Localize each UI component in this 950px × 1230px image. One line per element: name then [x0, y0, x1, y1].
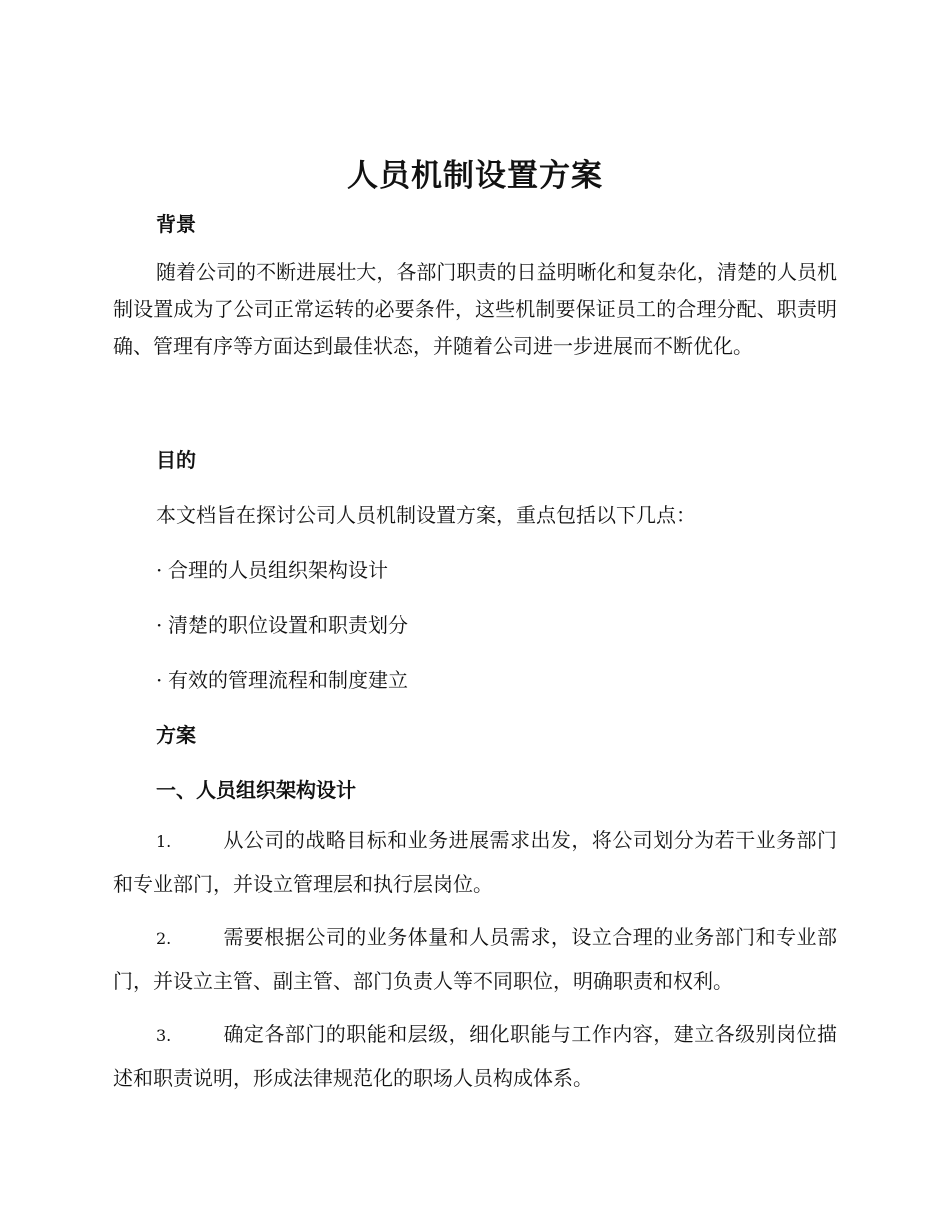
- purpose-bullet-item: [156, 664, 408, 693]
- purpose-heading: 目的: [156, 448, 196, 472]
- list-item-text: 需要根据公司的业务体量和人员需求，设立合理的业务部门和专业部门，并设立主管、副主管、部门负责人等不同职位，明确职责和权利。: [113, 925, 837, 993]
- background-heading: 背景: [156, 212, 196, 236]
- bullet-marker: ·: [156, 613, 163, 637]
- plan-list-item: [113, 819, 837, 905]
- plan-sub-heading: 一、人员组织架构设计: [156, 778, 356, 802]
- plan-list-item: [113, 916, 837, 1002]
- purpose-bullet-item: [156, 609, 408, 638]
- plan-list-item: [113, 1013, 837, 1099]
- document-title: 人员机制设置方案: [347, 158, 603, 194]
- list-item-text: 确定各部门的职能和层级，细化职能与工作内容，建立各级别岗位描述和职责说明，形成法律规范化的职场人员构成体系。: [113, 1022, 837, 1090]
- plan-heading: 方案: [156, 723, 196, 747]
- list-number: 2.: [156, 929, 172, 948]
- bullet-text: 有效的管理流程和制度建立: [168, 668, 408, 692]
- bullet-text: 合理的人员组织架构设计: [168, 558, 388, 582]
- bullet-marker: ·: [156, 668, 163, 692]
- purpose-intro: 本文档旨在探讨公司人员机制设置方案，重点包括以下几点：: [156, 503, 696, 527]
- list-number: 1.: [156, 832, 172, 851]
- bullet-marker: ·: [156, 558, 163, 582]
- list-item-text: 从公司的战略目标和业务进展需求出发，将公司划分为若干业务部门和专业部门，并设立管理层和执行层岗位。: [113, 828, 837, 896]
- list-number: 3.: [156, 1026, 172, 1045]
- background-paragraph: 随着公司的不断进展壮大，各部门职责的日益明晰化和复杂化，清楚的人员机制设置成为了公司正常运转的必要条件，这些机制要保证员工的合理分配、职责明确、管理有序等方面达到最佳状态，并随着公司进一步进展而不断优化。: [113, 260, 837, 358]
- purpose-bullet-item: [156, 554, 388, 583]
- bullet-text: 清楚的职位设置和职责划分: [168, 613, 408, 637]
